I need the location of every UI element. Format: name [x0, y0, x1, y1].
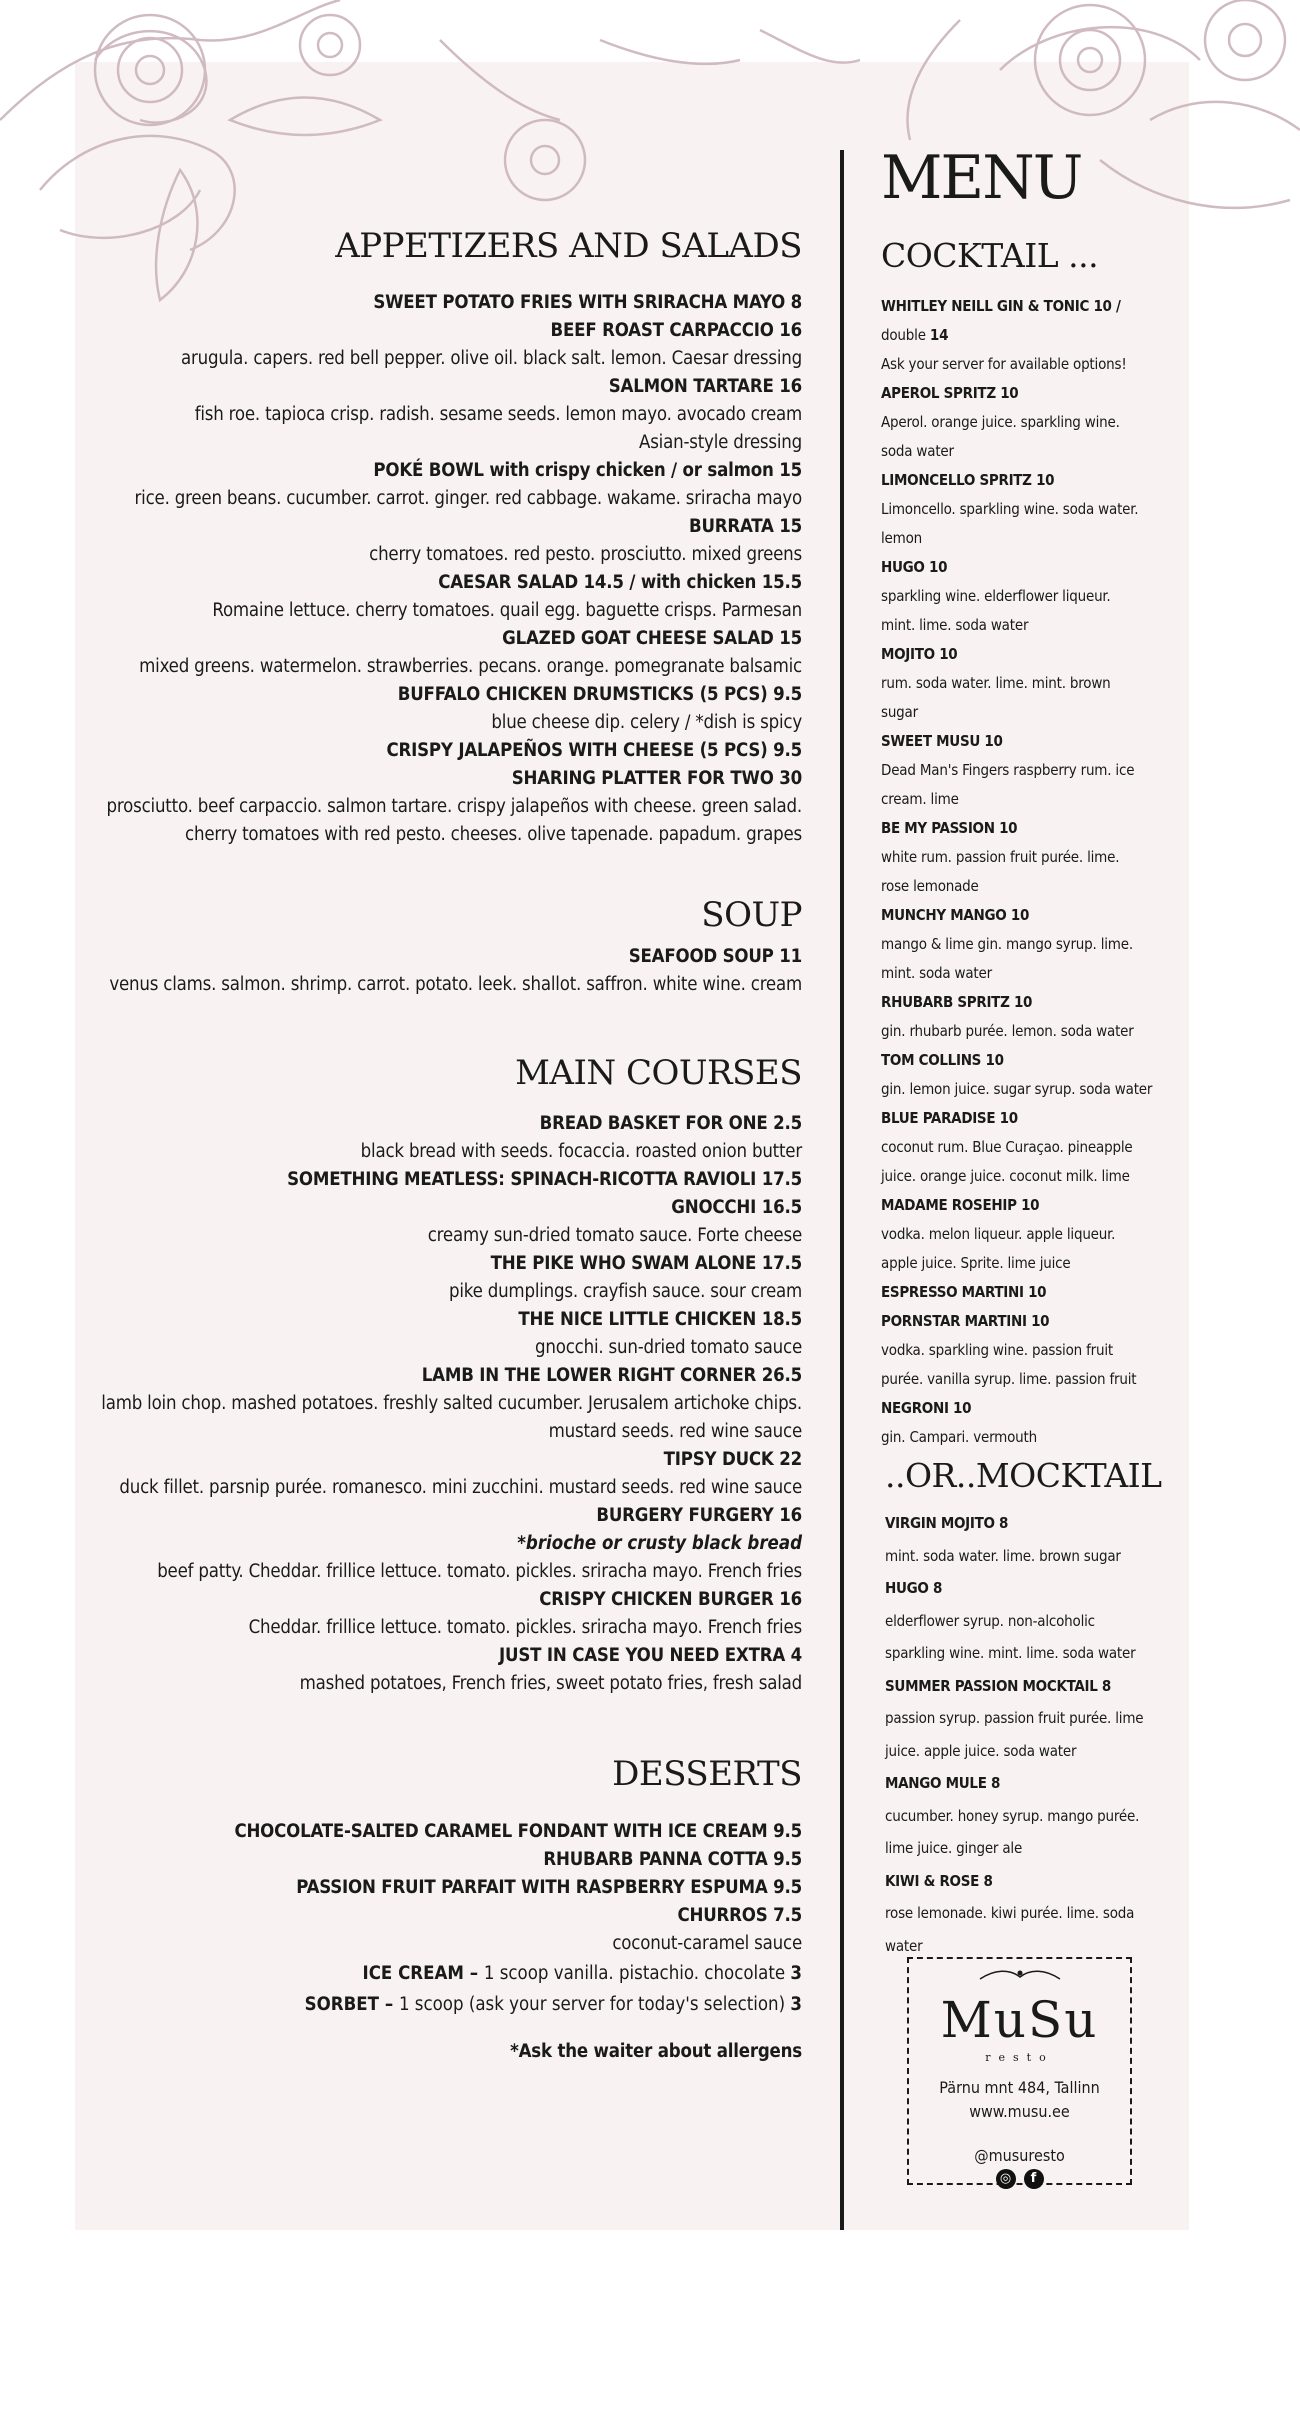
menu-item-name: BURGERY FURGERY 16 — [596, 1505, 802, 1527]
menu-item-description: cream. lime — [881, 789, 959, 808]
menu-lines — [62, 943, 802, 999]
soup-section — [62, 897, 802, 998]
menu-item-description: gin. lemon juice. sugar syrup. soda water — [881, 1079, 1153, 1098]
menu-line-part: 3 — [790, 1993, 802, 2015]
menu-item-description: mint. lime. soda water — [881, 615, 1029, 634]
menu-item-name: APEROL SPRITZ 10 — [881, 383, 1019, 402]
menu-line — [881, 321, 1181, 350]
menu-item-name: RHUBARB PANNA COTTA 9.5 — [543, 1848, 802, 1870]
menu-item-description: juice. apple juice. soda water — [885, 1741, 1077, 1760]
menu-item-name: TOM COLLINS 10 — [881, 1050, 1004, 1069]
menu-note: *brioche or crusty black bread — [517, 1533, 802, 1555]
menu-item-description: duck fillet. parsnip purée. romanesco. mini zucchini. mustard seeds. red wine sauce — [119, 1477, 802, 1499]
menu-item-description: Cheddar. frillice lettuce. tomato. pickles. sriracha mayo. French fries — [248, 1617, 802, 1639]
menu-item-description: purée. vanilla syrup. lime. passion fruit — [881, 1369, 1137, 1388]
menu-item-description: Ask your server for available options! — [881, 354, 1127, 373]
menu-item-description: Romaine lettuce. cherry tomatoes. quail egg. baguette crisps. Parmesan — [212, 600, 802, 622]
ornament-icon — [975, 1967, 1065, 1983]
facebook-icon[interactable]: f — [1024, 2169, 1044, 2189]
section-title: SOUP — [701, 895, 802, 936]
menu-item-description: mashed potatoes, French fries, sweet potato fries, fresh salad — [299, 1673, 802, 1695]
food-column — [62, 228, 802, 2066]
menu-item-name: THE PIKE WHO SWAM ALONE 17.5 — [490, 1253, 802, 1275]
menu-item-description: rum. soda water. lime. mint. brown — [881, 673, 1111, 692]
menu-item-description: vodka. sparkling wine. passion fruit — [881, 1340, 1113, 1359]
menu-item-name: KIWI & ROSE 8 — [885, 1871, 993, 1890]
menu-item-description: mango & lime gin. mango syrup. lime. — [881, 934, 1133, 953]
menu-item-description: arugula. capers. red bell pepper. olive oil. black salt. lemon. Caesar dressing — [181, 348, 802, 370]
menu-item-name: GLAZED GOAT CHEESE SALAD 15 — [502, 628, 802, 650]
menu-item-description: sugar — [881, 702, 918, 721]
menu-item-description: fish roe. tapioca crisp. radish. sesame seeds. lemon mayo. avocado cream — [194, 404, 802, 426]
menu-item-description: gnocchi. sun-dried tomato sauce — [535, 1337, 802, 1359]
menu-item-description: white rum. passion fruit purée. lime. — [881, 847, 1120, 866]
menu-item-description: juice. orange juice. coconut milk. lime — [881, 1166, 1130, 1185]
menu-item-description: prosciutto. beef carpaccio. salmon tartare. crispy jalapeños with cheese. green salad. — [106, 796, 802, 818]
cocktail-list — [881, 292, 1181, 1452]
menu-item-description: gin. Campari. vermouth — [881, 1427, 1037, 1446]
menu-item-description: cucumber. honey syrup. mango purée. — [885, 1806, 1140, 1825]
menu-item-description: lamb loin chop. mashed potatoes. freshly salted cucumber. Jerusalem artichoke chips. — [101, 1393, 802, 1415]
menu-item-description: elderflower syrup. non-alcoholic — [885, 1611, 1095, 1630]
menu-item-name: SEAFOOD SOUP 11 — [628, 945, 802, 967]
menu-item-description: gin. rhubarb purée. lemon. soda water — [881, 1021, 1134, 1040]
menu-item-description: rose lemonade. kiwi purée. lime. soda — [885, 1904, 1135, 1923]
menu-item-name: SALMON TARTARE 16 — [608, 376, 802, 398]
menu-item-name: CRISPY CHICKEN BURGER 16 — [539, 1589, 802, 1611]
menu-line-part: 1 scoop vanilla. pistachio. chocolate — [483, 1962, 791, 1984]
menu-item-description: rice. green beans. cucumber. carrot. ginger. red cabbage. wakame. sriracha mayo — [134, 488, 802, 510]
social-handle[interactable]: @musuresto — [974, 2146, 1065, 2165]
menu-item-name: WHITLEY NEILL GIN & TONIC 10 / — [881, 296, 1121, 315]
menu-item-name: HUGO 10 — [881, 557, 948, 576]
restaurant-logo-card — [907, 1957, 1132, 2185]
drinks-column — [881, 143, 1181, 1962]
menu-item-name: CAESAR SALAD 14.5 / with chicken 15.5 — [438, 572, 802, 594]
menu-item-description: creamy sun-dried tomato sauce. Forte cheese — [427, 1225, 802, 1247]
menu-item-description: pike dumplings. crayfish sauce. sour cream — [449, 1281, 802, 1303]
menu-item-description: Dead Man's Fingers raspberry rum. ice — [881, 760, 1135, 779]
menu-item-name: CHURROS 7.5 — [677, 1904, 802, 1926]
menu-item-description: Asian-style dressing — [639, 432, 802, 454]
menu-item-name: MUNCHY MANGO 10 — [881, 905, 1030, 924]
menu-item-name: CHOCOLATE-SALTED CARAMEL FONDANT WITH ICE CREAM 9.5 — [234, 1820, 802, 1842]
menu-item-name: PORNSTAR MARTINI 10 — [881, 1311, 1050, 1330]
menu-item-name: SUMMER PASSION MOCKTAIL 8 — [885, 1676, 1111, 1695]
menu-title: MENU — [881, 143, 1082, 213]
mocktail-title: ..OR..MOCKTAIL — [885, 1455, 1162, 1495]
menu-lines — [62, 289, 802, 849]
menu-item-name: POKÉ BOWL with crispy chicken / or salmon 15 — [373, 460, 802, 482]
menu-item-description: water — [885, 1936, 923, 1955]
desserts-section — [62, 1756, 802, 2065]
menu-item-description: mint. soda water. lime. brown sugar — [885, 1546, 1121, 1565]
menu-item-name: BREAD BASKET FOR ONE 2.5 — [539, 1113, 802, 1135]
menu-item-name: RHUBARB SPRITZ 10 — [881, 992, 1033, 1011]
logo-name: MuSu — [940, 1991, 1099, 2049]
menu-item-description: lime juice. ginger ale — [885, 1839, 1023, 1858]
menu-line — [62, 1958, 802, 1989]
menu-item-name: LAMB IN THE LOWER RIGHT CORNER 26.5 — [421, 1365, 802, 1387]
menu-item-name: TIPSY DUCK 22 — [663, 1449, 802, 1471]
menu-line-part: ICE CREAM – — [362, 1962, 484, 1984]
menu-item-name: PASSION FRUIT PARFAIT WITH RASPBERRY ESPUMA 9.5 — [296, 1876, 802, 1898]
menu-line-part: double — [881, 325, 930, 344]
section-title: DESSERTS — [612, 1754, 802, 1795]
menu-item-name: GNOCCHI 16.5 — [671, 1197, 802, 1219]
mocktail-list — [885, 1507, 1181, 1962]
menu-item-description: apple juice. Sprite. lime juice — [881, 1253, 1071, 1272]
menu-item-description: rose lemonade — [881, 876, 979, 895]
menu-item-name: BURRATA 15 — [688, 516, 802, 538]
menu-item-description: blue cheese dip. celery / *dish is spicy — [491, 712, 802, 734]
menu-line-part: 3 — [790, 1962, 802, 1984]
menu-item-name: SWEET POTATO FRIES WITH SRIRACHA MAYO 8 — [373, 292, 802, 314]
column-divider — [840, 150, 844, 2230]
menu-item-description: venus clams. salmon. shrimp. carrot. potato. leek. shallot. saffron. white wine. cream — [109, 973, 802, 995]
menu-item-description: vodka. melon liqueur. apple liqueur. — [881, 1224, 1116, 1243]
address: Pärnu mnt 484, Tallinn — [939, 2078, 1100, 2097]
menu-item-name: SOMETHING MEATLESS: SPINACH-RICOTTA RAVIOLI 17.5 — [287, 1169, 802, 1191]
menu-item-description: beef patty. Cheddar. frillice lettuce. tomato. pickles. sriracha mayo. French fries — [157, 1561, 802, 1583]
menu-item-name: LIMONCELLO SPRITZ 10 — [881, 470, 1055, 489]
menu-item-name: THE NICE LITTLE CHICKEN 18.5 — [518, 1309, 802, 1331]
menu-item-name: SHARING PLATTER FOR TWO 30 — [511, 768, 802, 790]
section-title: MAIN COURSES — [515, 1052, 802, 1093]
logo-tagline: resto — [985, 2051, 1054, 2064]
menu-item-name: CRISPY JALAPEÑOS WITH CHEESE (5 PCS) 9.5 — [386, 740, 802, 762]
menu-item-name: BEEF ROAST CARPACCIO 16 — [550, 320, 802, 342]
instagram-icon[interactable]: ◎ — [996, 2169, 1016, 2189]
menu-item-description: cherry tomatoes. red pesto. prosciutto. mixed greens — [369, 544, 802, 566]
menu-lines — [62, 1818, 802, 2020]
menu-item-name: MOJITO 10 — [881, 644, 958, 663]
menu-line-part: 14 — [929, 325, 949, 344]
menu-item-name: NEGRONI 10 — [881, 1398, 972, 1417]
menu-item-description: black bread with seeds. focaccia. roasted onion butter — [360, 1141, 802, 1163]
menu-item-name: MANGO MULE 8 — [885, 1774, 1001, 1793]
menu-item-description: sparkling wine. elderflower liqueur. — [881, 586, 1111, 605]
menu-item-description: lemon — [881, 528, 923, 547]
menu-item-description: mustard seeds. red wine sauce — [548, 1421, 802, 1443]
menu-item-description: cherry tomatoes with red pesto. cheeses. olive tapenade. papadum. grapes — [185, 824, 802, 846]
menu-item-name: MADAME ROSEHIP 10 — [881, 1195, 1040, 1214]
menu-lines — [62, 1110, 802, 1698]
menu-item-name: SWEET MUSU 10 — [881, 731, 1003, 750]
menu-item-name: BE MY PASSION 10 — [881, 818, 1018, 837]
menu-item-description: coconut-caramel sauce — [612, 1932, 802, 1954]
menu-item-description: Aperol. orange juice. sparkling wine. — [881, 412, 1120, 431]
menu-item-description: coconut rum. Blue Curaçao. pineapple — [881, 1137, 1133, 1156]
menu-item-name: JUST IN CASE YOU NEED EXTRA 4 — [499, 1645, 802, 1667]
menu-item-name: BLUE PARADISE 10 — [881, 1108, 1018, 1127]
menu-item-name: BUFFALO CHICKEN DRUMSTICKS (5 PCS) 9.5 — [397, 684, 802, 706]
menu-line-part: SORBET – — [304, 1993, 399, 2015]
menu-item-description: mint. soda water — [881, 963, 992, 982]
allergens-note: *Ask the waiter about allergens — [510, 2040, 802, 2062]
menu-item-description: sparkling wine. mint. lime. soda water — [885, 1644, 1136, 1663]
menu-item-description: Limoncello. sparkling wine. soda water. — [881, 499, 1139, 518]
menu-line-part: 1 scoop (ask your server for today's selection) — [398, 1993, 791, 2015]
menu-item-description: soda water — [881, 441, 954, 460]
menu-item-name: ESPRESSO MARTINI 10 — [881, 1282, 1047, 1301]
cocktail-title: COCKTAIL ... — [881, 236, 1099, 275]
website-link[interactable]: www.musu.ee — [969, 2102, 1070, 2121]
appetizers-section — [62, 228, 802, 849]
menu-item-description: passion syrup. passion fruit purée. lime — [885, 1709, 1144, 1728]
menu-item-description: mixed greens. watermelon. strawberries. pecans. orange. pomegranate balsamic — [139, 656, 802, 678]
menu-line — [62, 1989, 802, 2020]
menu-item-name: VIRGIN MOJITO 8 — [885, 1514, 1009, 1533]
section-title: APPETIZERS AND SALADS — [335, 226, 802, 266]
mains-section — [62, 1052, 802, 1698]
menu-item-name: HUGO 8 — [885, 1579, 943, 1598]
